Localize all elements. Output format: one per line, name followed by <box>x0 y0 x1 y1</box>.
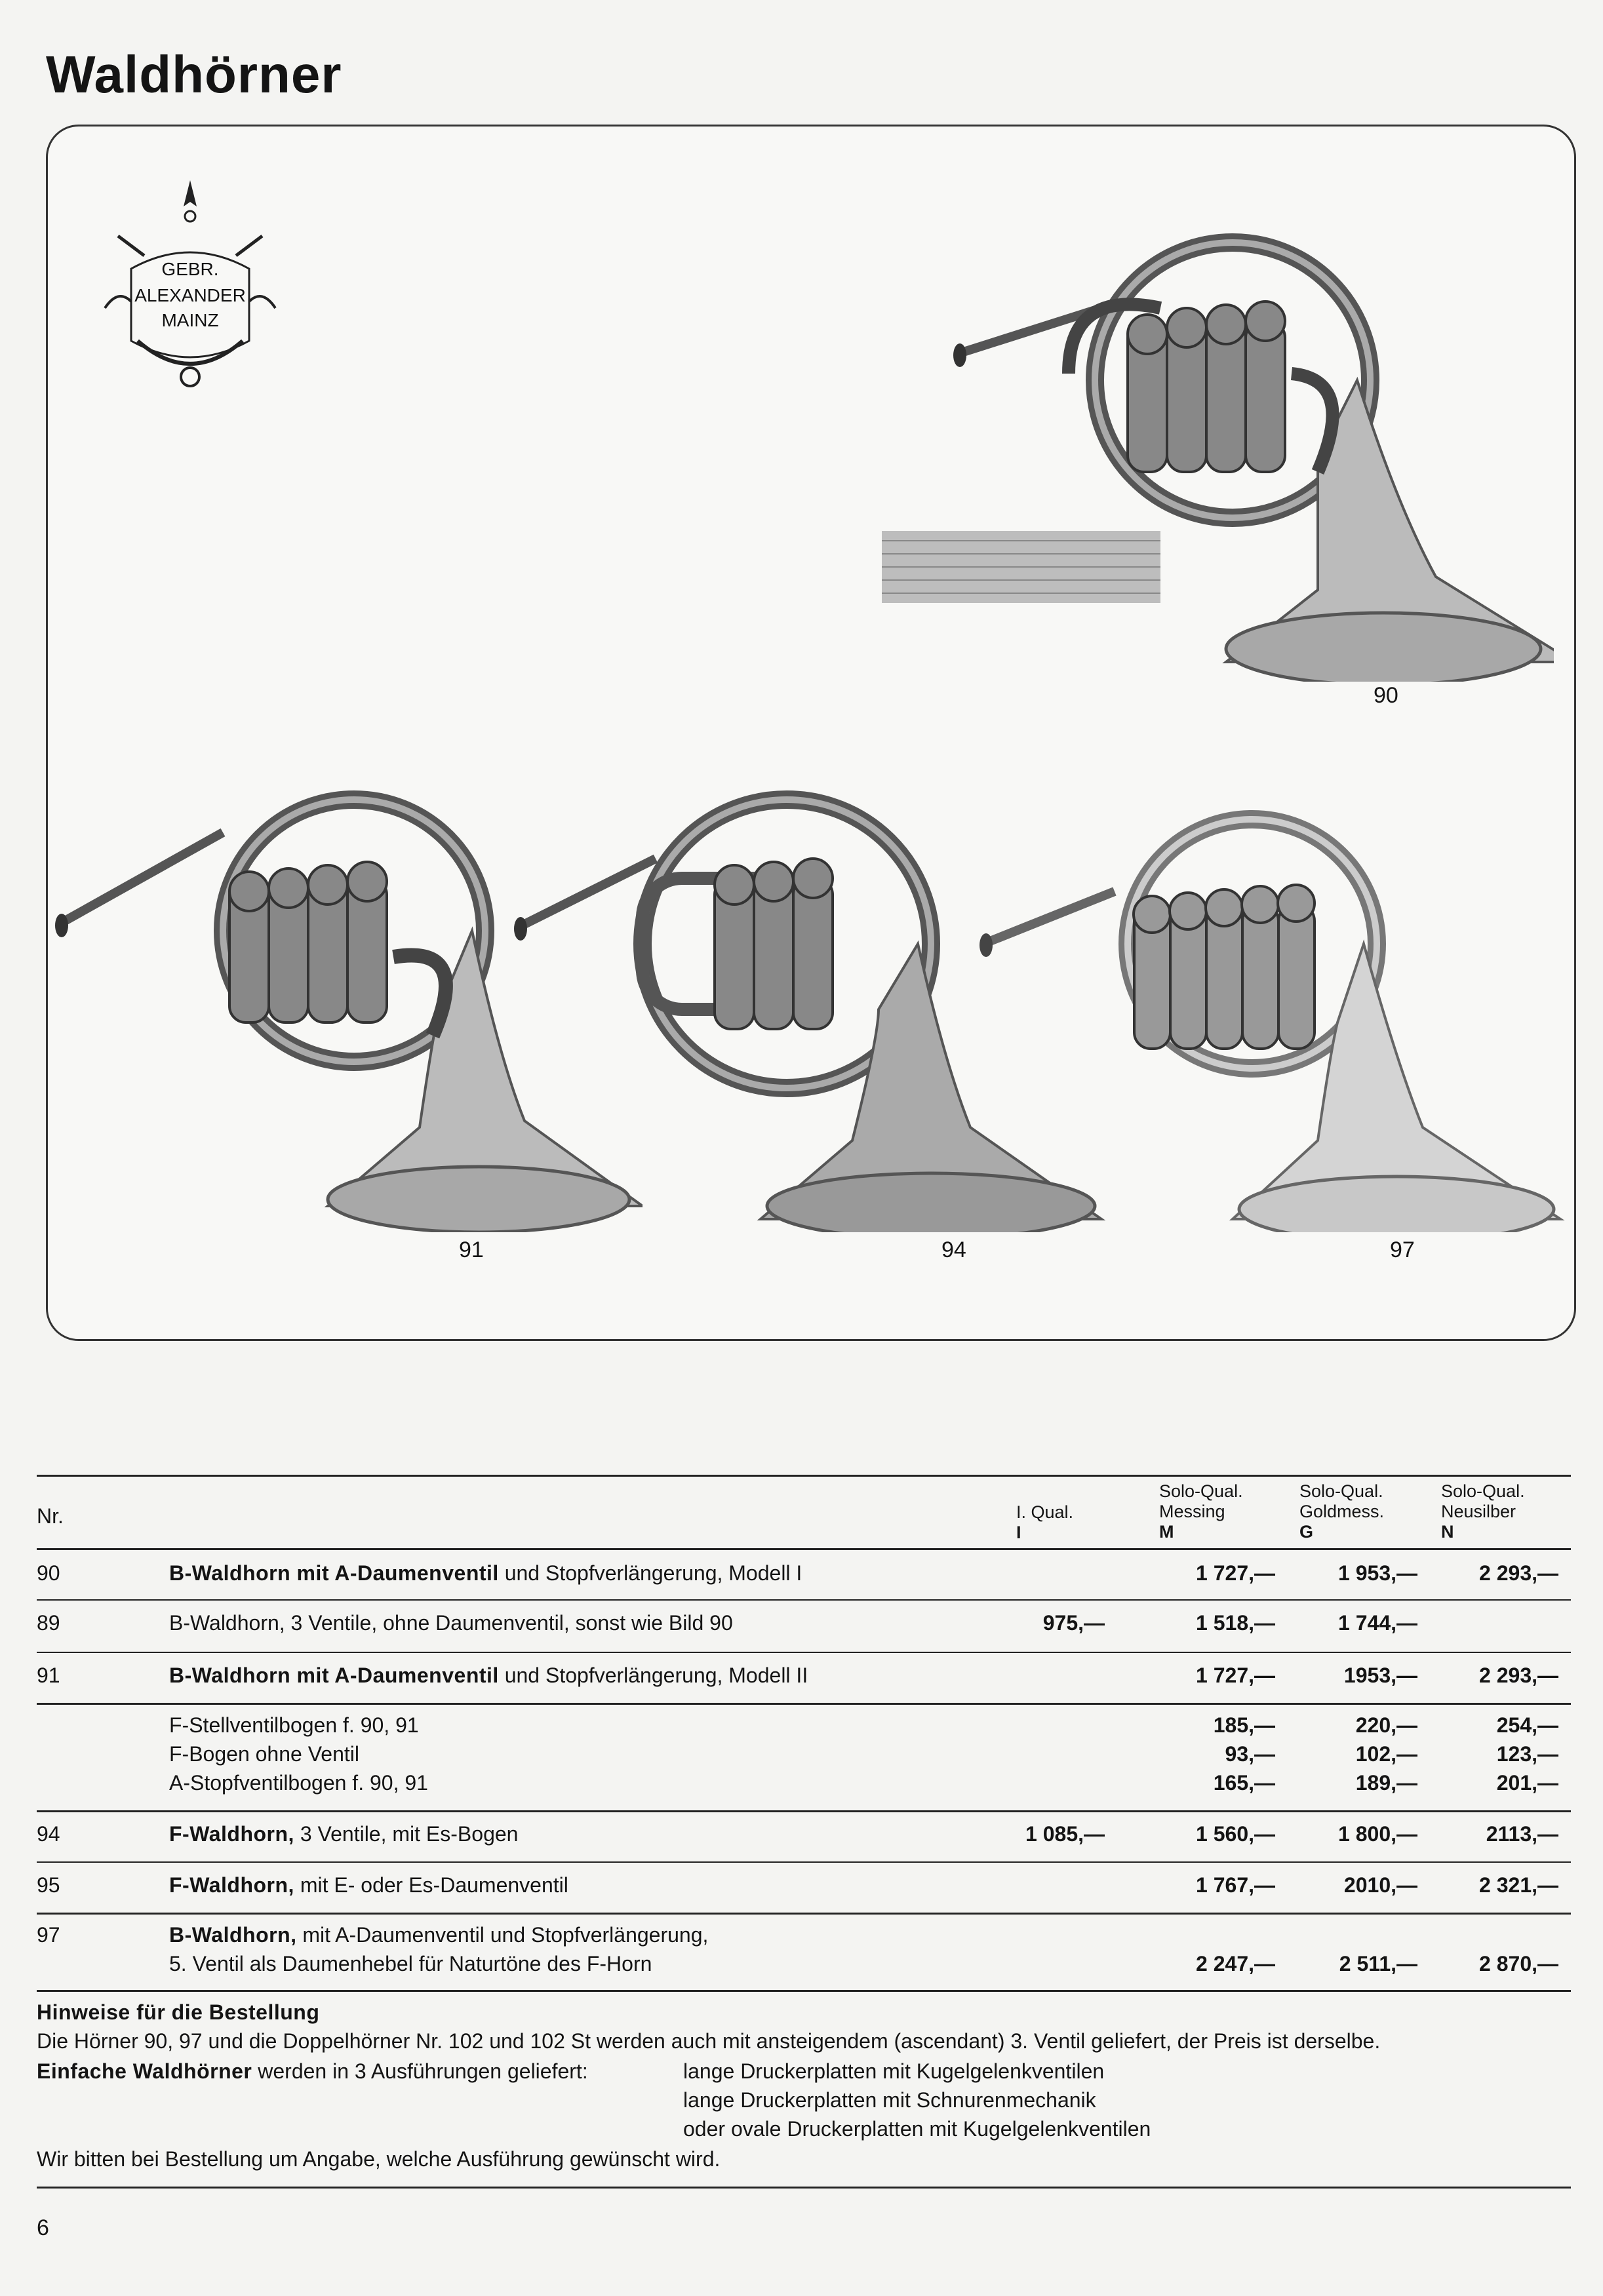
table-top-rule <box>37 1475 1571 1477</box>
footer-rule <box>37 2187 1571 2189</box>
notes-option-3: oder ovale Druckerplatten mit Kugelgelenkventilen <box>683 2117 1151 2141</box>
notes-heading: Hinweise für die Bestellung <box>37 2000 320 2024</box>
row-97-price-g: 2 511,— <box>1339 1952 1417 1975</box>
row-rule <box>37 1810 1571 1812</box>
row-94-price-g: 1 800,— <box>1338 1822 1417 1846</box>
figure-label-91: 91 <box>459 1237 484 1262</box>
horn-90-illustration <box>951 210 1554 682</box>
row-95-price-m: 1 767,— <box>1196 1873 1275 1897</box>
accessory-2-n: 123,— <box>1496 1742 1558 1766</box>
row-rule <box>37 1599 1571 1601</box>
accessory-3-m: 165,— <box>1213 1771 1275 1795</box>
horn-97-illustration <box>977 773 1567 1232</box>
logo-line3: MAINZ <box>161 310 219 330</box>
row-89-nr: 89 <box>37 1611 60 1635</box>
accessory-1-m: 185,— <box>1213 1713 1275 1737</box>
row-94-price-m: 1 560,— <box>1196 1822 1275 1846</box>
row-90-nr: 90 <box>37 1561 60 1585</box>
row-89-price-i: 975,— <box>1042 1611 1105 1635</box>
header-col-m: Solo-Qual. Messing M <box>1159 1481 1243 1542</box>
accessory-1-n: 254,— <box>1496 1713 1558 1737</box>
row-94-desc: F-Waldhorn, 3 Ventile, mit Es-Bogen <box>169 1822 519 1846</box>
row-89-price-g: 1 744,— <box>1338 1611 1417 1635</box>
row-rule <box>37 1703 1571 1705</box>
row-89-price-m: 1 518,— <box>1196 1611 1275 1635</box>
accessory-3-n: 201,— <box>1496 1771 1558 1795</box>
row-94-price-i: 1 085,— <box>1025 1822 1105 1846</box>
notes-line1: Die Hörner 90, 97 und die Doppelhörner Nr. 102 und 102 St werden auch mit ansteigendem (ascendant) 3. Ventil geliefert, der Preis ist derselbe. <box>37 2029 1381 2053</box>
row-91-desc: B-Waldhorn mit A-Daumenventil und Stopfverlängerung, Modell II <box>169 1664 808 1687</box>
accessory-1-text: F-Stellventilbogen f. 90, 91 <box>169 1713 419 1737</box>
row-97-nr: 97 <box>37 1923 60 1947</box>
accessory-2-text: F-Bogen ohne Ventil <box>169 1742 359 1766</box>
brand-logo <box>92 177 288 393</box>
accessory-1-g: 220,— <box>1355 1713 1417 1737</box>
logo-line2: ALEXANDER <box>134 285 246 305</box>
row-90-desc: B-Waldhorn mit A-Daumenventil und Stopfverlängerung, Modell I <box>169 1561 802 1585</box>
row-90-price-g: 1 953,— <box>1338 1561 1417 1585</box>
header-nr: Nr. <box>37 1504 64 1528</box>
row-rule <box>37 1990 1571 1992</box>
row-91-price-m: 1 727,— <box>1196 1664 1275 1687</box>
logo-line1: GEBR. <box>161 259 219 279</box>
row-rule <box>37 1652 1571 1653</box>
row-97-price-n: 2 870,— <box>1479 1952 1558 1975</box>
row-91-price-g: 1953,— <box>1343 1664 1417 1687</box>
row-97-desc: B-Waldhorn, mit A-Daumenventil und Stopfverlängerung, <box>169 1923 709 1947</box>
row-rule <box>37 1913 1571 1915</box>
header-bottom-rule <box>37 1548 1571 1550</box>
header-col-n: Solo-Qual. Neusilber N <box>1441 1481 1525 1542</box>
notes-option-2: lange Druckerplatten mit Schnurenmechanik <box>683 2088 1096 2112</box>
row-97-desc-line2: 5. Ventil als Daumenhebel für Naturtöne des F-Horn <box>169 1952 652 1975</box>
row-95-price-n: 2 321,— <box>1479 1873 1558 1897</box>
row-91-price-n: 2 293,— <box>1479 1664 1558 1687</box>
row-91-nr: 91 <box>37 1664 60 1687</box>
header-col-i: I. Qual. I <box>1016 1502 1074 1542</box>
row-89-desc: B-Waldhorn, 3 Ventile, ohne Daumenventil, sonst wie Bild 90 <box>169 1611 733 1635</box>
page-title: Waldhörner <box>46 45 342 104</box>
accessory-2-m: 93,— <box>1225 1742 1275 1766</box>
page-number: 6 <box>37 2215 49 2240</box>
accessory-3-g: 189,— <box>1355 1771 1417 1795</box>
figure-label-94: 94 <box>941 1237 966 1262</box>
row-95-desc: F-Waldhorn, mit E- oder Es-Daumenventil <box>169 1873 568 1897</box>
row-95-price-g: 2010,— <box>1343 1873 1417 1897</box>
row-rule <box>37 1861 1571 1863</box>
row-94-price-n: 2113,— <box>1486 1822 1558 1846</box>
figure-label-90: 90 <box>1374 683 1398 708</box>
notes-line3: Wir bitten bei Bestellung um Angabe, welche Ausführung gewünscht wird. <box>37 2147 721 2171</box>
row-90-price-n: 2 293,— <box>1479 1561 1558 1585</box>
row-94-nr: 94 <box>37 1822 60 1846</box>
figure-label-97: 97 <box>1390 1237 1415 1262</box>
row-95-nr: 95 <box>37 1873 60 1897</box>
accessory-3-text: A-Stopfventilbogen f. 90, 91 <box>169 1771 428 1795</box>
notes-option-1: lange Druckerplatten mit Kugelgelenkventilen <box>683 2059 1105 2083</box>
row-90-price-m: 1 727,— <box>1196 1561 1275 1585</box>
notes-line2: Einfache Waldhörner werden in 3 Ausführungen geliefert: <box>37 2059 588 2083</box>
header-col-g: Solo-Qual. Goldmess. G <box>1299 1481 1385 1542</box>
accessory-2-g: 102,— <box>1355 1742 1417 1766</box>
row-97-price-m: 2 247,— <box>1196 1952 1275 1975</box>
